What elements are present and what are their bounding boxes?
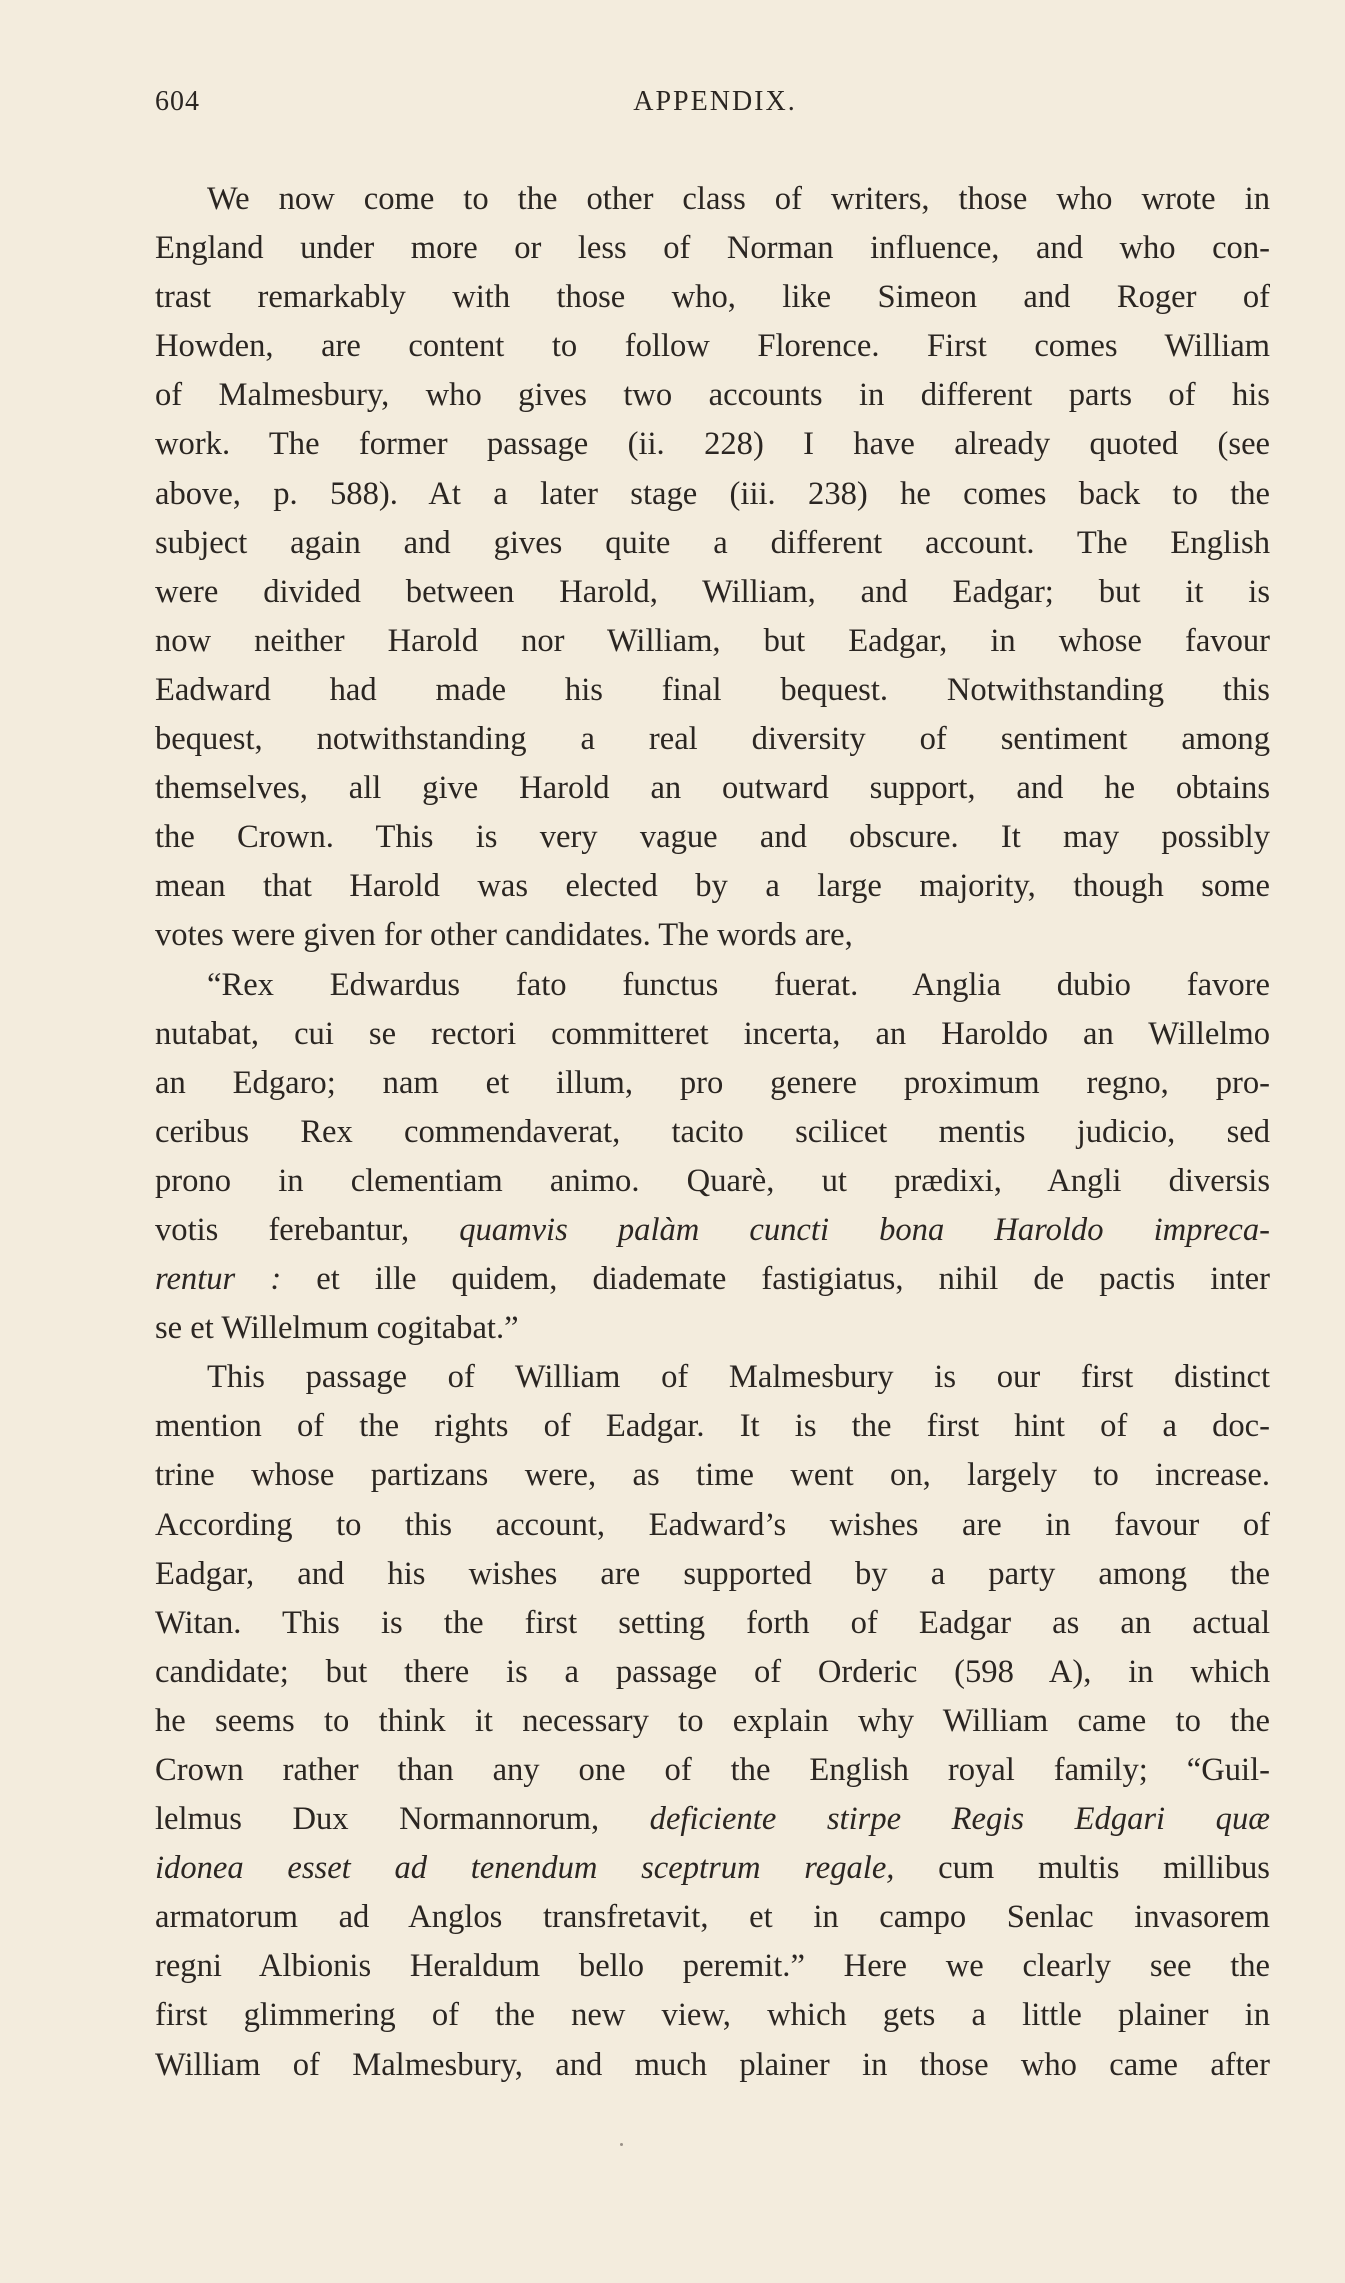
- text-line: [155, 961, 1270, 1010]
- line-text: Eadward had made his final bequest. Notwithstanding this: [155, 671, 1270, 708]
- line-text: “Rex Edwardus fato functus fuerat. Anglia dubio favore: [207, 966, 1270, 1003]
- text-line: [155, 1059, 1270, 1108]
- line-text: trine whose partizans were, as time went on, largely to increase.: [155, 1457, 1270, 1494]
- text-line: [155, 764, 1270, 813]
- line-text: an Edgaro; nam et illum, pro genere proximum regno, pro-: [155, 1064, 1270, 1101]
- line-text: first glimmering of the new view, which gets a little plainer in: [155, 1997, 1270, 2034]
- line-text: the Crown. This is very vague and obscure. It may possibly: [155, 819, 1270, 856]
- text-line: [155, 813, 1270, 862]
- text-line: [155, 1795, 1270, 1844]
- line-text: This passage of William of Malmesbury is our first distinct: [207, 1359, 1270, 1396]
- line-text: We now come to the other class of writers, those who wrote in: [207, 181, 1270, 217]
- page-header: [155, 86, 1275, 126]
- text-line: [155, 1206, 1270, 1255]
- line-text: regni Albionis Heraldum bello peremit.” Here we clearly see the: [155, 1948, 1270, 1985]
- text-line: [155, 371, 1270, 420]
- text-line: [155, 1599, 1270, 1648]
- text-line: [155, 1108, 1270, 1157]
- text-line: [155, 224, 1270, 273]
- line-text: nutabat, cui se rectori committeret incerta, an Haroldo an Willelmo: [155, 1015, 1270, 1052]
- text-line: [155, 1844, 1270, 1893]
- line-text: now neither Harold nor William, but Eadgar, in whose favour: [155, 622, 1270, 659]
- line-text: et ille quidem, diademate fastigiatus, nihil de pactis inter: [281, 1261, 1270, 1298]
- line-text: England under more or less of Norman influence, and who con-: [155, 230, 1270, 267]
- line-text: cum multis millibus: [894, 1850, 1270, 1887]
- line-text: Crown rather than any one of the English royal family; “Guil-: [155, 1752, 1270, 1788]
- running-head: APPENDIX.: [633, 86, 797, 117]
- italic-text: quamvis palàm cuncti bona Haroldo impreca-: [459, 1211, 1270, 1248]
- italic-text: idonea esset ad tenendum sceptrum regale,: [155, 1850, 895, 1887]
- line-text: subject again and gives quite a different account. The English: [155, 524, 1270, 561]
- text-line: [155, 1746, 1270, 1795]
- text-line: [155, 175, 1270, 224]
- paper-speck: [620, 2143, 623, 2146]
- line-text: votes were given for other candidates. The words are,: [155, 917, 853, 954]
- line-text: of Malmesbury, who gives two accounts in different parts of his: [155, 377, 1270, 414]
- text-line: [155, 666, 1270, 715]
- line-text: trast remarkably with those who, like Simeon and Roger of: [155, 279, 1270, 316]
- text-line: [155, 1304, 1270, 1353]
- text-line: [155, 519, 1270, 568]
- line-text: Witan. This is the first setting forth of Eadgar as an actual: [155, 1604, 1270, 1641]
- text-line: [155, 1255, 1270, 1304]
- text-line: [155, 1402, 1270, 1451]
- text-line: [155, 862, 1270, 911]
- line-text: Howden, are content to follow Florence. First comes William: [155, 328, 1270, 365]
- text-line: [155, 1501, 1270, 1550]
- line-text: mention of the rights of Eadgar. It is the first hint of a doc-: [155, 1408, 1270, 1445]
- text-line: [155, 1942, 1270, 1991]
- text-line: [155, 1550, 1270, 1599]
- italic-text: rentur :: [155, 1261, 282, 1298]
- text-line: [155, 1697, 1270, 1746]
- line-text: mean that Harold was elected by a large majority, though some: [155, 868, 1270, 905]
- line-text: According to this account, Eadward’s wishes are in favour of: [155, 1506, 1270, 1543]
- text-line: [155, 715, 1270, 764]
- text-line: [155, 1648, 1270, 1697]
- text-line: [155, 568, 1270, 617]
- line-text: William of Malmesbury, and much plainer in those who came after: [155, 2046, 1270, 2083]
- text-line: [155, 1991, 1270, 2040]
- text-line: [155, 470, 1270, 519]
- line-text: ceribus Rex commendaverat, tacito scilicet mentis judicio, sed: [155, 1113, 1270, 1150]
- page-number: 604: [155, 86, 200, 117]
- text-line: [155, 911, 1270, 960]
- text-line: [155, 420, 1270, 469]
- line-text: se et Willelmum cogitabat.”: [155, 1310, 519, 1347]
- line-text: work. The former passage (ii. 228) I have already quoted (see: [155, 426, 1270, 463]
- italic-text: deficiente stirpe Regis Edgari quæ: [649, 1801, 1270, 1838]
- text-line: [155, 617, 1270, 666]
- line-text: lelmus Dux Normannorum,: [155, 1801, 650, 1838]
- text-line: [155, 322, 1270, 371]
- body-text: [155, 175, 1270, 2090]
- line-text: votis ferebantur,: [155, 1211, 460, 1248]
- line-text: prono in clementiam animo. Quarè, ut prædixi, Angli diversis: [155, 1162, 1270, 1199]
- text-line: [155, 1157, 1270, 1206]
- line-text: armatorum ad Anglos transfretavit, et in campo Senlac invasorem: [155, 1899, 1270, 1936]
- text-line: [155, 2041, 1270, 2090]
- text-line: [155, 273, 1270, 322]
- line-text: were divided between Harold, William, and Eadgar; but it is: [155, 573, 1270, 610]
- text-line: [155, 1353, 1270, 1402]
- line-text: Eadgar, and his wishes are supported by a party among the: [155, 1555, 1270, 1592]
- line-text: candidate; but there is a passage of Orderic (598 A), in which: [155, 1653, 1270, 1690]
- line-text: bequest, notwithstanding a real diversity of sentiment among: [155, 721, 1270, 758]
- line-text: he seems to think it necessary to explain why William came to the: [155, 1702, 1270, 1739]
- text-line: [155, 1010, 1270, 1059]
- text-line: [155, 1451, 1270, 1500]
- text-line: [155, 1893, 1270, 1942]
- line-text: above, p. 588). At a later stage (iii. 238) he comes back to the: [155, 475, 1270, 512]
- line-text: themselves, all give Harold an outward support, and he obtains: [155, 770, 1270, 807]
